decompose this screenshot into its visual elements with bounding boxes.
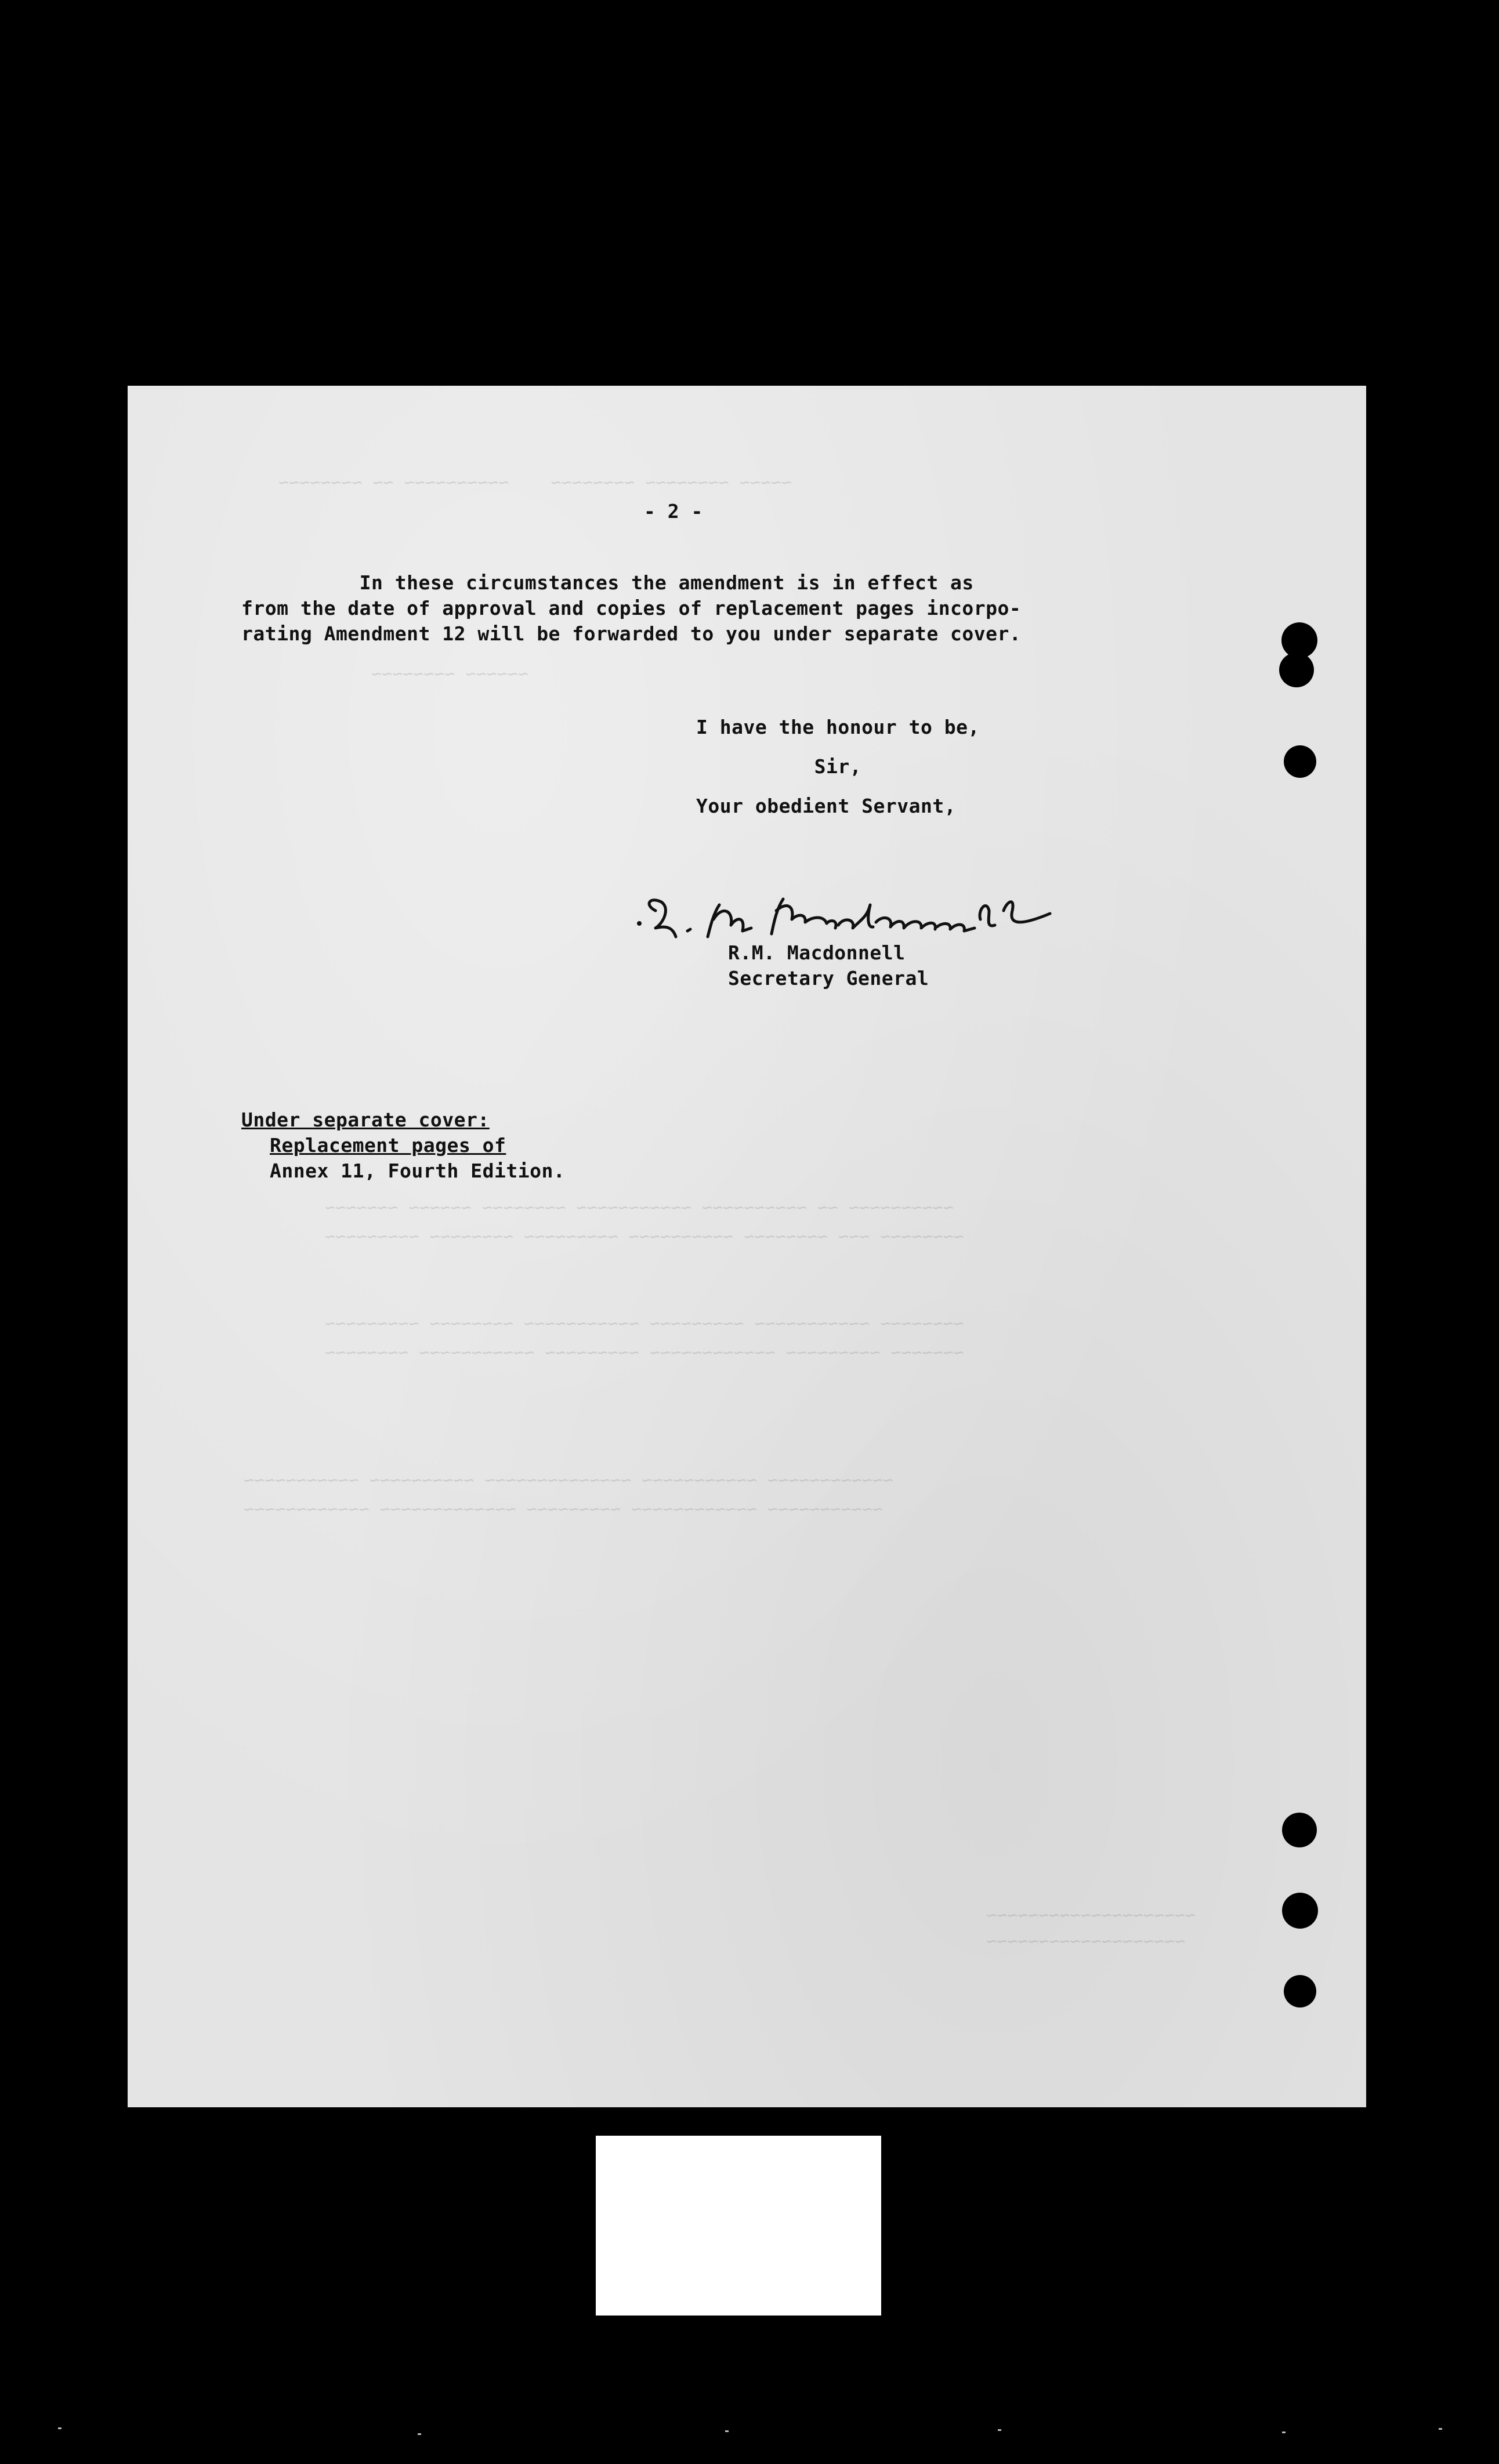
document-page (128, 386, 1366, 2107)
paragraph-line: In these circumstances the amendment is in effect as (241, 571, 974, 594)
bleed-through-texture: ~~~~~~~~~~~~~~~~~~~~ (986, 1905, 1196, 1926)
blank-label (596, 2136, 881, 2316)
punch-hole (1279, 653, 1314, 687)
body-paragraph (241, 570, 1021, 647)
bleed-through-texture: ~~~~~~~~ ~~~~~~~~~~~ ~~~~~~~~~ ~~~~~~~~~~~ ~~~~~~~~ ~~~~~~~~~ (325, 1314, 964, 1334)
enclosure-line: Replacement pages of (270, 1134, 506, 1157)
scan-speck (418, 2433, 421, 2435)
scan-speck (998, 2429, 1001, 2431)
punch-hole (1284, 1975, 1316, 2008)
bleed-through-texture: ~~~~~~~~~~~~~~~~~~~ (986, 1932, 1186, 1952)
bleed-through-texture: ~~~~~~~~ ~~~ ~~~~~~~~ ~~~~~~~~~~ ~~~~~~~~~ ~~~~~~~~ ~~~~~~~~~ (325, 1227, 964, 1247)
scan-speck (58, 2427, 61, 2429)
bleed-through-texture: ~~~~~ ~~~~~~~~ ~~~~~~~~ ~~~~~~~~~~ ~~ ~~~~~~~~ (278, 473, 792, 493)
bleed-through-texture: ~~~~~~~~~~ ~~ ~~~~~~~~~~ ~~~~~~~~~~~ ~~~~~~~~ ~~~~~~ ~~~~~~~ (325, 1198, 954, 1218)
punch-hole (1282, 1813, 1317, 1847)
punch-hole (1284, 745, 1316, 778)
scan-speck (725, 2430, 729, 2432)
signatory-name: R.M. Macdonnell (728, 941, 906, 964)
bleed-through-texture: ~~~~~~~~~~~~ ~~~~~~~~~~~ ~~~~~~~~~~~~~~ ~~~~~~~~~~ ~~~~~~~~~~~ (244, 1470, 893, 1491)
scan-speck (1282, 2432, 1286, 2433)
closing-line: Your obedient Servant, (696, 795, 957, 817)
scan-speck (1439, 2428, 1442, 2430)
paragraph-line: from the date of approval and copies of replacement pages incorpo- (241, 597, 1022, 619)
closing-line: I have the honour to be, (696, 716, 980, 738)
enclosure-line: Annex 11, Fourth Edition. (270, 1159, 566, 1182)
punch-hole (1282, 1893, 1318, 1929)
complimentary-close (696, 708, 980, 826)
signatory-title: Secretary General (728, 967, 929, 990)
page-number: - 2 - (644, 500, 703, 523)
bleed-through-texture: ~~~~~~~~~~~ ~~~~~~~~~~~~ ~~~~~~~~~ ~~~~~~~~~~~~~ ~~~~~~~~~~~~ (244, 1499, 883, 1520)
bleed-through-texture: ~~~~~~~ ~~~~~~~~~ ~~~~~~~~~~~~ ~~~~~~~~~ ~~~~~~~~~~~ ~~~~~~~~ (325, 1343, 964, 1363)
enclosure-heading: Under separate cover: (241, 1108, 490, 1131)
bleed-through-texture: ~~~~~~ ~~~~~~~~ (371, 664, 528, 684)
paragraph-line: rating Amendment 12 will be forwarded to you under separate cover. (241, 622, 1022, 645)
closing-line: Sir, (696, 755, 862, 778)
